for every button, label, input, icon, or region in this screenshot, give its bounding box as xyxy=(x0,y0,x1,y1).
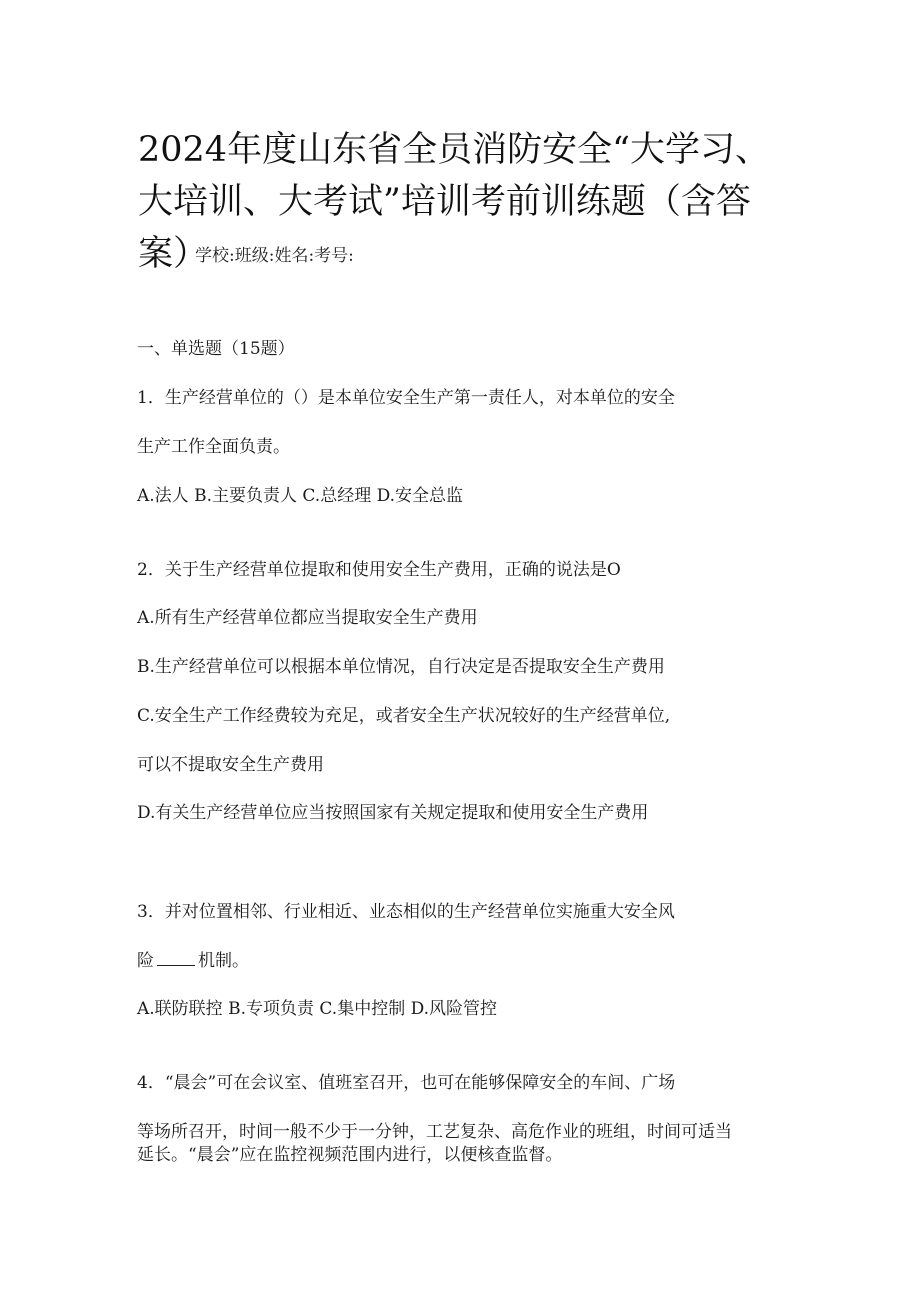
student-info-line: 学校:班级:姓名:考号: xyxy=(195,246,354,266)
question-4-stem-line-3: 延长。“晨会”应在监控视频范围内进行，以便核查监督。 xyxy=(137,1145,563,1165)
question-2-option-a: A.所有生产经营单位都应当提取安全生产费用 xyxy=(137,608,478,628)
question-2-option-d: D.有关生产经营单位应当按照国家有关规定提取和使用安全生产费用 xyxy=(137,803,649,823)
question-2-option-c-line-1: C.安全生产工作经费较为充足，或者安全生产状况较好的生产经营单位, xyxy=(137,706,671,726)
document-title: 2024年度山东省全员消防安全“大学习、大培训、大考试”培训考前训练题（含答案） xyxy=(138,130,770,274)
question-4-stem-line-1: 4．“晨会”可在会议室、值班室召开，也可在能够保障安全的车间、广场 xyxy=(137,1073,676,1093)
question-1-options: A.法人 B.主要负责人 C.总经理 D.安全总监 xyxy=(137,486,464,506)
section-heading: 一、单选题（15题） xyxy=(137,339,295,359)
question-3-stem-line-1: 3．并对位置相邻、行业相近、业态相似的生产经营单位实施重大安全风 xyxy=(137,902,675,922)
question-3-options: A.联防联控 B.专项负责 C.集中控制 D.风险管控 xyxy=(137,999,498,1019)
question-3-stem-suffix: 机制。 xyxy=(198,951,249,971)
question-1-stem-line-2: 生产工作全面负责。 xyxy=(137,437,290,457)
question-2-option-c-line-2: 可以不提取安全生产费用 xyxy=(137,755,324,775)
fill-in-blank xyxy=(157,951,195,966)
question-2-option-b: B.生产经营单位可以根据本单位情况，自行决定是否提取安全生产费用 xyxy=(137,657,665,677)
question-1-stem-line-1: 1．生产经营单位的（）是本单位安全生产第一责任人，对本单位的安全 xyxy=(137,388,675,408)
question-3-stem-prefix: 险 xyxy=(137,951,154,971)
question-2-stem: 2．关于生产经营单位提取和使用安全生产费用，正确的说法是O xyxy=(137,560,621,580)
question-3-stem-line-2 xyxy=(137,949,249,973)
question-4-stem-line-2: 等场所召开，时间一般不少于一分钟，工艺复杂、高危作业的班组，时间可适当 xyxy=(137,1122,732,1142)
